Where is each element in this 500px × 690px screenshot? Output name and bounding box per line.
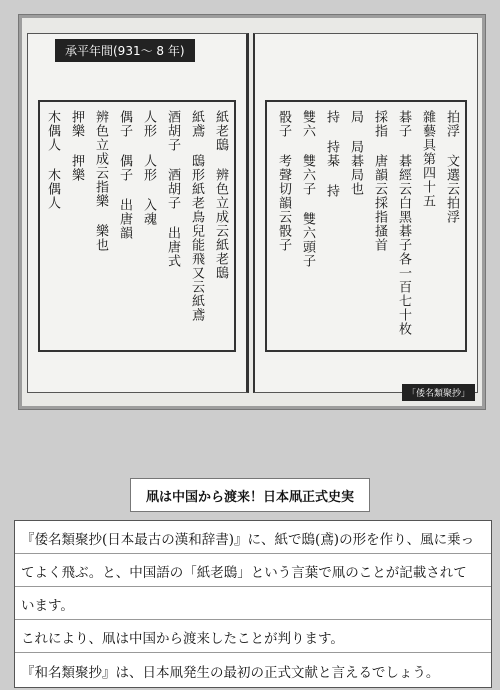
left-col-8: 木偶人 木偶人 — [45, 110, 60, 210]
caption-box: 凧は中国から渡来！日本凧正式史実 — [130, 478, 370, 512]
explanation-line-5: 『和名類聚抄』は、日本凧発生の最初の正式文献と言えるでしょう。 — [21, 665, 440, 681]
right-col-6: 持 持棊 持 — [324, 110, 339, 198]
explanation-box — [14, 520, 492, 688]
right-col-3: 碁子 碁經云白黑碁子各一百七十枚 — [396, 110, 411, 336]
right-page — [253, 33, 478, 393]
right-col-4: 採指 唐韻云採指搔首 — [372, 110, 387, 252]
explanation-line-2: てよく飛ぶ。と、中国語の「紙老鴟」という言葉で凧のことが記載されて — [15, 554, 491, 587]
left-col-1: 紙老鴟 辨色立成云紙老鴟 — [213, 110, 228, 280]
right-col-5: 局 局碁局也 — [348, 110, 363, 196]
era-tag: 承平年間(931～ 8 年) — [55, 39, 195, 62]
source-tag: 「倭名類聚抄」 — [402, 384, 475, 401]
explanation-line-1: 『倭名類聚抄(日本最古の漢和辞書)』に、紙で鴟(鳶)の形を作り、風に乗っ — [15, 521, 491, 554]
left-page — [27, 33, 249, 393]
left-col-6: 辨色立成云指樂 樂也 — [93, 110, 108, 252]
right-col-8: 骰子 考聲切韻云骰子 — [276, 110, 291, 252]
left-col-3: 酒胡子 酒胡子 出唐式 — [165, 110, 180, 268]
right-page-frame — [265, 100, 467, 352]
right-col-2: 雜藝具第四十五 — [420, 110, 435, 208]
left-col-4: 人形 人形 入魂 — [141, 110, 156, 226]
left-page-frame — [38, 100, 236, 352]
book-photo — [18, 14, 486, 410]
right-col-7: 雙六 雙六子 雙六頭子 — [300, 110, 315, 268]
left-col-2: 紙鳶 鴟形紙老鳥兒能飛又云紙鳶 — [189, 110, 204, 322]
left-col-7: 押樂 押樂 — [69, 110, 84, 182]
left-col-5: 偶子 偶子 出唐韻 — [117, 110, 132, 240]
right-col-1: 拍浮 文選云拍浮 — [444, 110, 459, 224]
explanation-line-3: います。 — [15, 587, 491, 620]
explanation-line-4: これにより、凧は中国から渡来したことが判ります。 — [15, 620, 491, 653]
